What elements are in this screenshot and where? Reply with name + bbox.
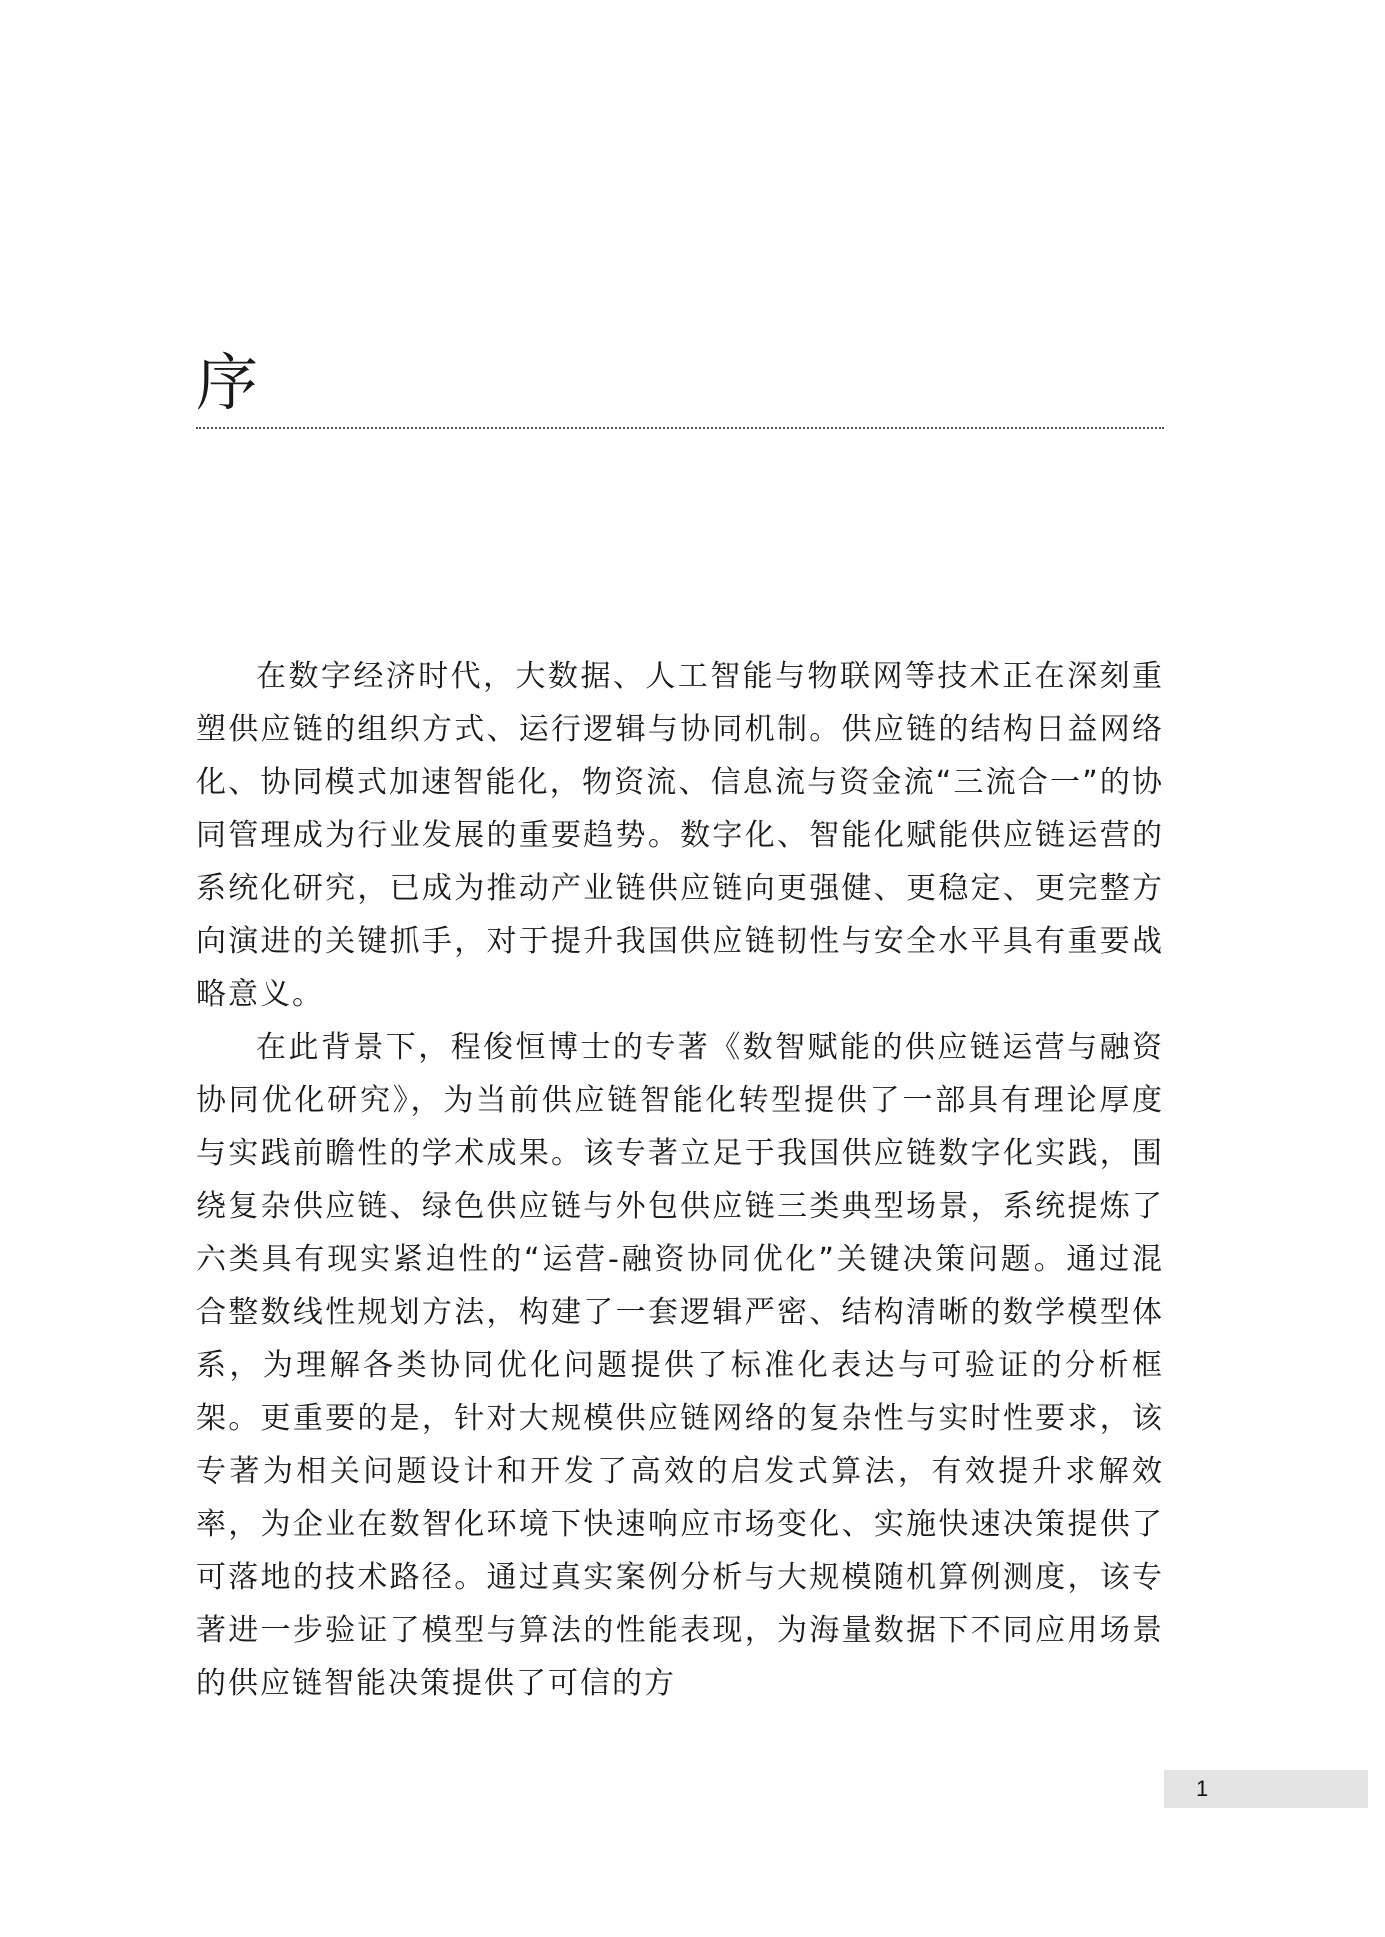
page-title: 序 (196, 346, 259, 419)
page-number-bar (1164, 1770, 1368, 1808)
paragraph-2: 在此背景下，程俊恒博士的专著《数智赋能的供应链运营与融资协同优化研究》，为当前供应链智能化转型提供了一部具有理论厚度与实践前瞻性的学术成果。该专著立足于我国供应链数字化实践，围绕复杂供应链、绿色供应链与外包供应链三类典型场景，系统提炼了六类具有现实紧迫性的“运营-融资协同优化”关键决策问题。通过混合整数线性规划方法，构建了一套逻辑严密、结构清晰的数学模型体系，为理解各类协同优化问题提供了标准化表达与可验证的分析框架。更重要的是，针对大规模供应链网络的复杂性与实时性要求，该专著为相关问题设计和开发了高效的启发式算法，有效提升求解效率，为企业在数智化环境下快速响应市场变化、实施快速决策提供了可落地的技术路径。通过真实案例分析与大规模随机算例测度，该专著进一步验证了模型与算法的性能表现，为海量数据下不同应用场景的供应链智能决策提供了可信的方 (196, 1030, 1164, 1701)
page-number: 1 (1196, 1776, 1209, 1801)
title-divider (196, 427, 1164, 429)
paragraph-1: 在数字经济时代，大数据、人工智能与物联网等技术正在深刻重塑供应链的组织方式、运行逻辑与协同机制。供应链的结构日益网络化、协同模式加速智能化，物资流、信息流与资金流“三流合一”的协同管理成为行业发展的重要趋势。数字化、智能化赋能供应链运营的系统化研究，已成为推动产业链供应链向更强健、更稳定、更完整方向演进的关键抓手，对于提升我国供应链韧性与安全水平具有重要战略意义。 (196, 659, 1164, 1012)
body-text (196, 650, 1164, 1710)
